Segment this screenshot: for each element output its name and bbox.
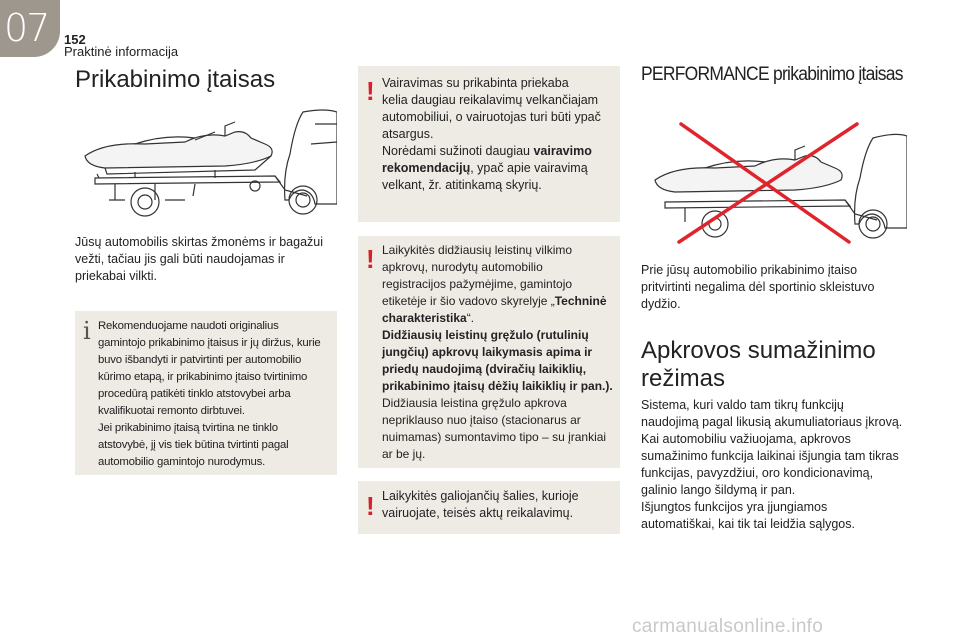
info-box [75,311,337,475]
warning-bold-line: jungčių) apkrovų laikymasis apima ir [382,345,593,359]
load-line: Kai automobiliu važiuojama, apkrovos [641,432,851,446]
title-line: Apkrovos sumažinimo [641,337,876,364]
warning-icon: ! [366,76,375,106]
warning-bold-text: charakteristika [382,311,467,325]
warning-line [382,143,601,160]
prohibited-towing-illustration [645,118,907,246]
towbar-title: Prikabinimo įtaisas [75,66,276,93]
warning-box-towing-loads [358,236,620,468]
warning-line: nuimamas) sumontavimo tipo – su įrankiai [382,430,607,444]
warning-text: , ypač apie vairavimą [470,161,588,175]
warning-line [382,310,613,327]
warning-text-towing-loads [382,242,613,463]
warning-line: ar be jų. [382,447,426,461]
intro-line: priekabai vilkti. [75,269,157,283]
info-line: automobilio gamintojo nurodymus. [98,456,266,468]
info-icon: i [83,317,91,345]
warning-text: etiketėje ir šio vadovo skyrelyje „ [382,294,555,308]
load-line: sumažinimo funkcija laikinai išjungia tam tikras [641,449,899,463]
warning-bold-text: rekomendacijų [382,161,471,175]
warning-bold-text: vairavimo [533,144,592,158]
load-reduction-title [641,337,876,393]
info-line: gamintojo prikabinimo įtaisus ir jų diržus, kurie [98,337,321,349]
warning-box-regulations [358,481,620,534]
title-line: režimas [641,365,726,392]
towbar-intro [75,234,323,285]
warning-bold-line: priedų naudojimą (dviračių laikiklių, [382,362,587,376]
warning-line: apkrovų, nurodytų automobilio [382,260,543,274]
chapter-number: 07 [4,6,49,50]
warning-line [382,293,613,310]
intro-line: vežti, tačiau jis gali būti naudojamas ir [75,252,285,266]
info-box-text [98,318,321,471]
warning-text: Norėdami sužinoti daugiau [382,144,534,158]
load-line: galinio lango šildymą ir pan. [641,483,796,497]
warning-line: kelia daugiau reikalavimų velkančiajam [382,93,599,107]
perf-line: Prie jūsų automobilio prikabinimo įtaiso [641,263,858,277]
info-line: kūrimo etapą, ir prikabinimo įtaiso tvirtinimo [98,371,308,383]
warning-line: vairuojate, teisės aktų reikalavimų. [382,506,574,520]
warning-line: Vairavimas su prikabinta priekaba [382,76,569,90]
perf-line: pritvirtinti negalima dėl sportinio skleistuvo [641,280,875,294]
warning-line: Didžiausia leistina gręžulo apkrova [382,396,567,410]
info-line: kvalifikuotai remonto dirbtuvei. [98,405,245,417]
warning-line: nepriklauso nuo įtaiso (stacionarus ar [382,413,581,427]
warning-text-regulations [382,488,579,522]
chapter-tab [0,0,60,57]
load-line: Sistema, kuri valdo tam tikrų funkcijų [641,398,844,412]
load-line: funkcijas, pavyzdžiui, oro kondicionavimą, [641,466,874,480]
warning-line: automobiliui, o vairuotojas turi būti ypač [382,110,601,124]
warning-line: atsargus. [382,127,434,141]
load-line: automatiškai, kai tik tai leidžia sąlygos. [641,517,855,531]
performance-towbar-title: PERFORMANCE prikabinimo įtaisas [641,64,903,85]
watermark: carmanualsonline.info [632,616,824,637]
load-line: naudojimą pagal likusią akumuliatoriaus įkrovą. [641,415,903,429]
warning-icon: ! [366,491,375,521]
performance-towbar-text [641,262,874,313]
load-reduction-text [641,397,902,533]
warning-text-driving [382,75,601,194]
warning-box-driving [358,66,620,222]
info-line: procedūrą patikėti tinklo atstovybei arba [98,388,291,400]
warning-line: registracijos pažymėjime, gamintojo [382,277,573,291]
warning-bold-text: Techninė [554,294,607,308]
warning-bold-line: prikabinimo įtaisų dėžių laikiklių ir pan.). [382,379,613,393]
info-line: Jei prikabinimo įtaisą tvirtina ne tinklo [98,422,278,434]
perf-line: dydžio. [641,297,681,311]
load-line: Išjungtos funkcijos yra įjungiamos [641,500,828,514]
warning-line: Laikykitės galiojančių šalies, kurioje [382,489,579,503]
warning-icon: ! [366,244,375,274]
page-number: 152 [64,32,86,47]
section-name: Praktinė informacija [64,44,179,59]
warning-text: “. [466,311,475,325]
intro-line: Jūsų automobilis skirtas žmonėms ir bagažui [75,235,324,249]
jetski-trailer-illustration [75,104,337,222]
info-line: atstovybė, jį vis tiek būtina tvirtinti pagal [98,439,289,451]
info-line: buvo išbandyti ir patvirtinti per automobilio [98,354,302,366]
warning-bold-line: Didžiausių leistinų gręžulo (rutulinių [382,328,589,342]
info-line: Rekomenduojame naudoti originalius [98,320,279,332]
warning-line: Laikykitės didžiausių leistinų vilkimo [382,243,573,257]
warning-line [382,160,601,177]
warning-line: velkant, žr. atitinkamą skyrių. [382,178,542,192]
